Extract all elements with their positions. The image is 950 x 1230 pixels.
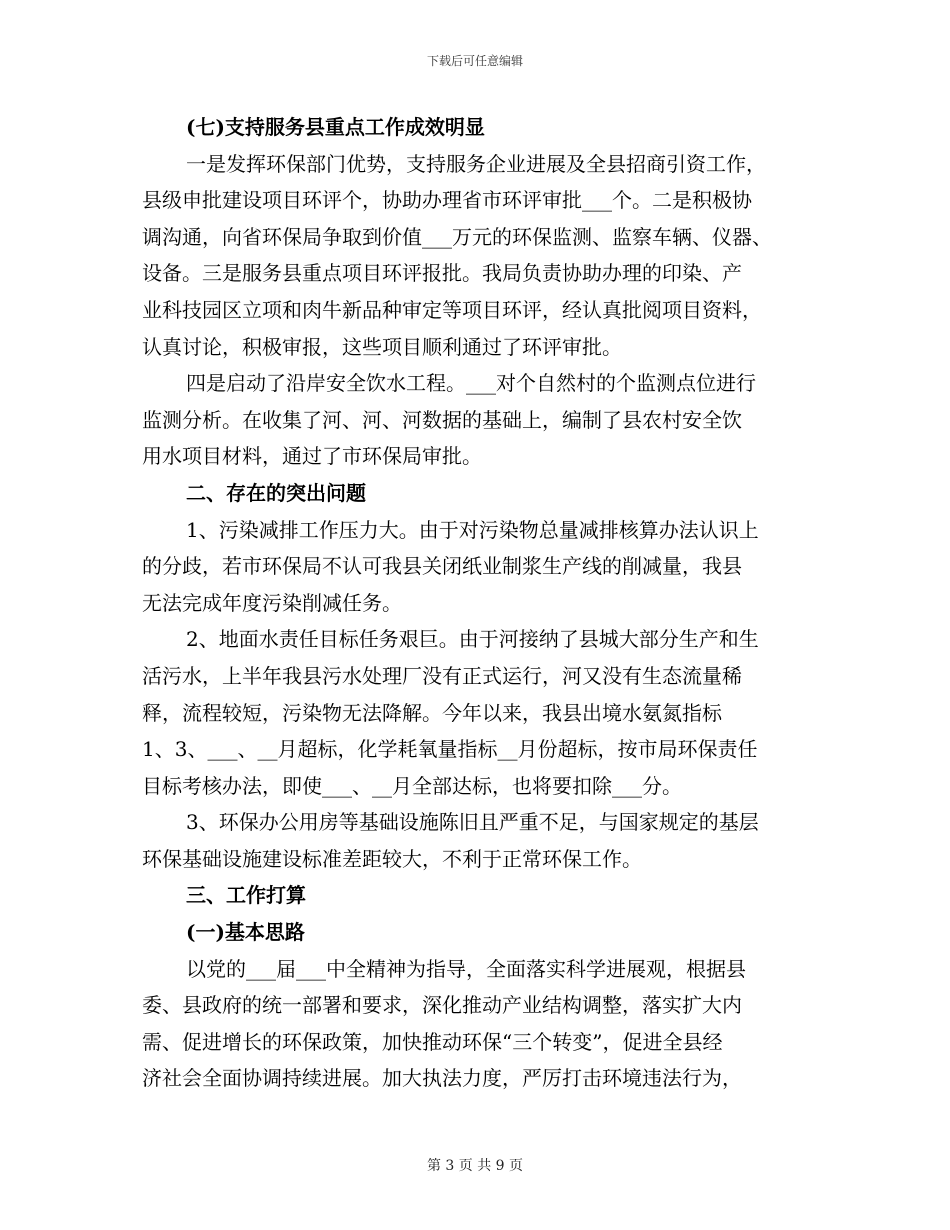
paragraph-line: 济社会全面协调持续进展。加大执法力度，严厉打击环境违法行为， <box>142 1066 742 1091</box>
paragraph-line: 设备。三是服务县重点项目环评报批。我局负责协助办理的印染、产 <box>142 261 742 286</box>
paragraph-line: 无法完成年度污染削减任务。 <box>142 590 402 615</box>
section-heading: 二、存在的突出问题 <box>186 480 366 505</box>
paragraph-line: 调沟通，向省环保局争取到价值___万元的环保监测、监察车辆、仪器、 <box>142 224 772 249</box>
paragraph-line: 认真讨论，积极审报，这些项目顺利通过了环评审批。 <box>142 334 622 359</box>
document-body <box>142 109 822 1097</box>
paragraph-line: 需、促进增长的环保政策，加快推动环保“三个转变”，促进全县经 <box>142 1029 723 1054</box>
paragraph-line: 用水项目材料，通过了市环保局审批。 <box>142 444 482 469</box>
paragraph-line: 一是发挥环保部门优势，支持服务企业进展及全县招商引资工作， <box>186 151 766 176</box>
page-number: 第 3 页 共 9 页 <box>426 1158 524 1174</box>
section-heading: (七)支持服务县重点工作成效明显 <box>186 115 485 139</box>
paragraph-line: 3、环保办公用房等基础设施陈旧且严重不足，与国家规定的基层 <box>186 810 759 835</box>
paragraph-line: 释，流程较短，污染物无法降解。今年以来，我县出境水氨氮指标 <box>142 700 722 725</box>
paragraph-line: 业科技园区立项和肉牛新品种审定等项目环评，经认真批阅项目资料， <box>142 297 762 322</box>
paragraph-line: 监测分析。在收集了河、河、河数据的基础上，编制了县农村安全饮 <box>142 407 742 432</box>
paragraph-line: 活污水，上半年我县污水处理厂没有正式运行，河又没有生态流量稀 <box>142 663 742 688</box>
section-heading: 三、工作打算 <box>186 883 306 908</box>
paragraph-line: 目标考核办法，即使___、__月全部达标，也将要扣除___分。 <box>142 773 682 798</box>
header-note: 下载后可任意编辑 <box>426 54 523 68</box>
paragraph-line: 以党的___届___中全精神为指导，全面落实科学进展观，根据县 <box>186 956 746 981</box>
paragraph-line: 的分歧，若市环保局不认可我县关闭纸业制浆生产线的削减量，我县 <box>142 554 742 579</box>
paragraph-line: 1、3、___、__月超标，化学耗氧量指标__月份超标，按市局环保责任 <box>142 737 758 762</box>
section-heading: (一)基本思路 <box>186 920 305 945</box>
paragraph-line: 1、污染减排工作压力大。由于对污染物总量减排核算办法认识上 <box>186 517 759 542</box>
paragraph-line: 环保基础设施建设标准差距较大，不利于正常环保工作。 <box>142 846 642 871</box>
paragraph-line: 委、县政府的统一部署和要求，深化推动产业结构调整，落实扩大内 <box>142 993 742 1018</box>
paragraph-line: 四是启动了沿岸安全饮水工程。___对个自然村的个监测点位进行 <box>186 371 756 396</box>
paragraph-line: 县级申批建设项目环评个，协助办理省市环评审批___个。二是积极协 <box>142 188 752 213</box>
paragraph-line: 2、地面水责任目标任务艰巨。由于河接纳了县城大部分生产和生 <box>186 627 759 652</box>
